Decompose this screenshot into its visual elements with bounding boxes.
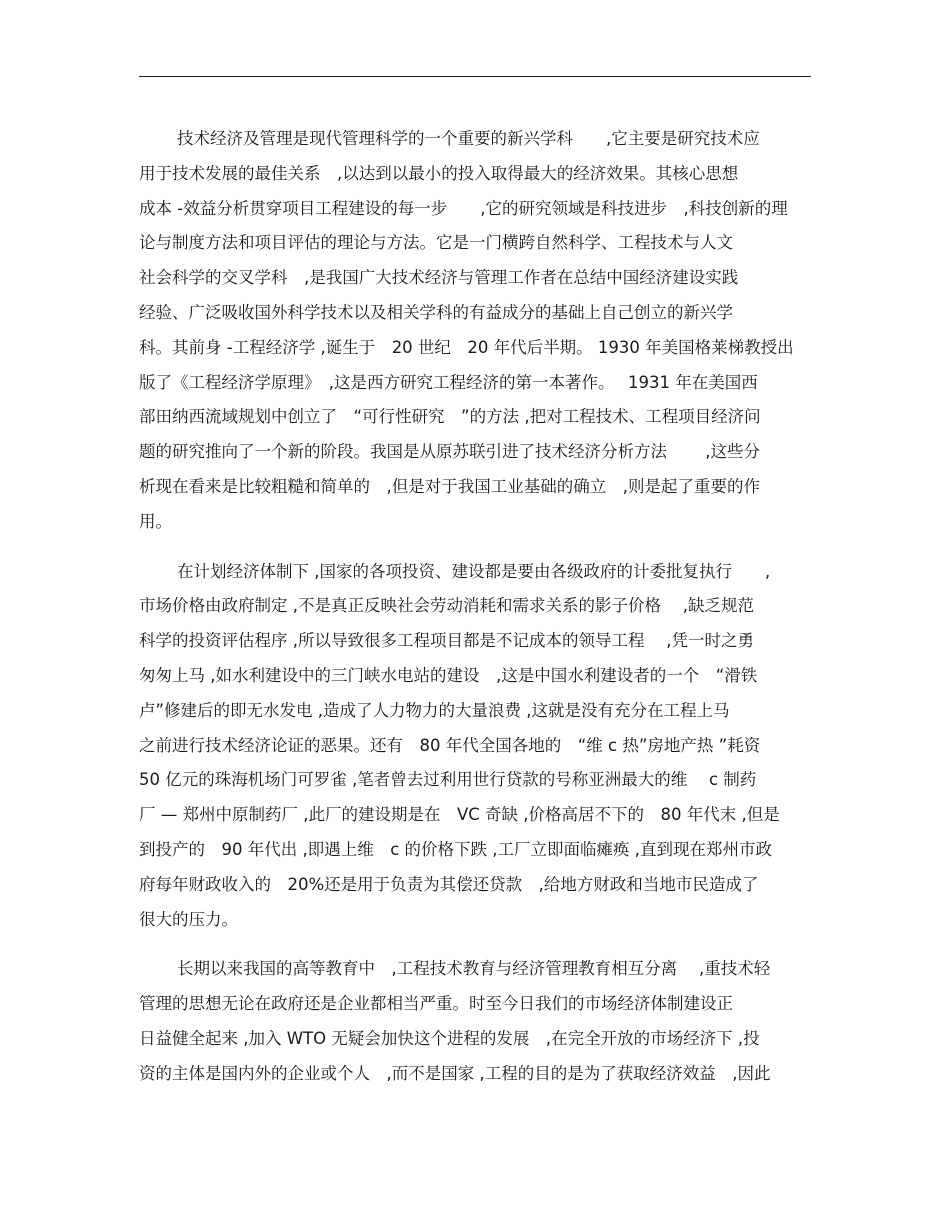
text-line: 部田纳西流域规划中创立了 “可行性研究 ”的方法 ,把对工程技术、工程项目经济问 [139, 407, 761, 427]
text-line: 论与制度方法和项目评估的理论与方法。它是一门横跨自然科学、工程技术与人文 [139, 233, 733, 253]
text-line: 社会科学的交叉学科 ,是我国广大技术经济与管理工作者在总结中国经济建设实践 [139, 268, 739, 288]
text-line: 用于技术发展的最佳关系 ,以达到以最小的投入取得最大的经济效果。其核心思想 [139, 163, 739, 183]
paragraph-2 [139, 555, 811, 938]
document-body [139, 122, 811, 1107]
text-line: 市场价格由政府制定 ,不是真正反映社会劳动消耗和需求关系的影子价格 ,缺乏规范 [139, 596, 754, 616]
text-line: 技术经济及管理是现代管理科学的一个重要的新兴学科 ,它主要是研究技术应 [177, 129, 760, 148]
text-line: 用。 [139, 511, 172, 531]
paragraph-3 [139, 952, 811, 1091]
text-line: 析现在看来是比较粗糙和简单的 ,但是对于我国工业基础的确立 ,则是起了重要的作 [139, 476, 760, 496]
text-line: 科学的投资评估程序 ,所以导致很多工程项目都是不记成本的领导工程 ,凭一时之勇 [139, 631, 754, 651]
header-rule [139, 76, 811, 77]
text-line: 管理的思想无论在政府还是企业都相当严重。时至今日我们的市场经济体制建设正 [139, 994, 733, 1014]
text-line: 成本 -效益分析贯穿项目工程建设的每一步 ,它的研究领域是科技进步 ,科技创新的理 [139, 198, 788, 218]
text-line: 长期以来我国的高等教育中 ,工程技术教育与经济管理教育相互分离 ,重技术轻 [177, 959, 771, 979]
text-line: 50 亿元的珠海机场门可罗雀 ,笔者曾去过利用世行贷款的号称亚洲最大的维 c 制药 [139, 770, 757, 790]
text-line: 厂 — 郑州中原制药厂 ,此厂的建设期是在 VC 奇缺 ,价格高居不下的 80 年代末 ,但是 [139, 805, 780, 825]
text-line: 版了《工程经济学原理》 ,这是西方研究工程经济的第一本著作。 1931 年在美国西 [139, 372, 758, 392]
text-line: 题的研究推向了一个新的阶段。我国是从原苏联引进了技术经济分析方法 ,这些分 [139, 442, 760, 462]
text-line: 日益健全起来 ,加入 WTO 无疑会加快这个进程的发展 ,在完全开放的市场经济下 ,投 [139, 1028, 760, 1048]
text-line: 资的主体是国内外的企业或个人 ,而不是国家 ,工程的目的是为了获取经济效益 ,因此 [139, 1063, 771, 1083]
text-line: 府每年财政收入的 20%还是用于负责为其偿还贷款 ,给地方财政和当地市民造成了 [139, 874, 759, 894]
text-line: 之前进行技术经济论证的恶果。还有 80 年代全国各地的 “维 c 热”房地产热 ”耗资 [139, 735, 761, 755]
paragraph-1 [139, 122, 811, 540]
text-line: 匆匆上马 ,如水利建设中的三门峡水电站的建设 ,这是中国水利建设者的一个 “滑铁 [139, 665, 758, 685]
text-line: 科。其前身 -工程经济学 ,诞生于 20 世纪 20 年代后半期。 1930 年美国格莱梯教授出 [139, 337, 794, 357]
text-line: 很大的压力。 [139, 909, 238, 929]
text-line: 卢”修建后的即无水发电 ,造成了人力物力的大量浪费 ,这就是没有充分在工程上马 [139, 700, 730, 720]
text-line: 在计划经济体制下 ,国家的各项投资、建设都是要由各级政府的计委批复执行 , [177, 561, 771, 581]
text-line: 到投产的 90 年代出 ,即遇上维 c 的价格下跌 ,工厂立即面临瘫痪 ,直到现在郑州市政 [139, 839, 773, 859]
text-line: 经验、广泛吸收国外科学技术以及相关学科的有益成分的基础上自己创立的新兴学 [139, 302, 733, 322]
